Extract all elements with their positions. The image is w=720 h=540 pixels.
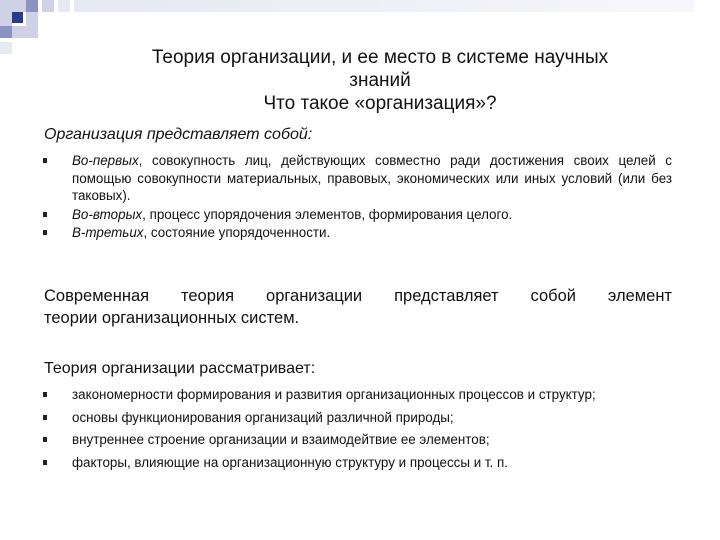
definition-text: , состояние упорядоченности. [143,225,331,240]
corner-decoration [0,0,720,40]
topics-heading: Теория организации рассматривает: [44,360,316,377]
paragraph-line-2: теории организационных систем. [44,309,300,327]
topic-text: факторы, влияющие на организационную структуру и процессы и т. п. [72,454,508,470]
title-line-1: Теория организации, и ее место в системе научных [151,47,609,68]
bullet-icon [43,392,47,397]
definition-list [40,152,672,243]
title-line-3: Что такое «организация»? [263,93,497,114]
bullet-icon [43,158,47,163]
definition-lead: Во-вторых [72,206,143,222]
topics-list [40,386,672,476]
list-item [40,224,672,242]
theory-paragraph [44,285,672,329]
slide-title [60,46,700,115]
list-item [40,152,672,205]
definition-text: , процесс упорядочения элементов, формирования целого. [142,206,513,222]
bullet-icon [43,230,47,235]
list-item [40,206,672,224]
list-item [40,431,672,449]
bullet-icon [43,437,47,442]
topic-text: закономерности формирования и развития организационных процессов и структур; [72,387,596,402]
bullet-icon [43,212,47,217]
list-item [40,409,672,427]
list-item [40,454,672,472]
topic-text: основы функционирования организаций различной природы; [72,409,454,425]
definition-text: , совокупность лиц, действующих совместно ради достижения своих целей с помощью совокупности материальных, правовых, экономических или иных условий (или без таковых). [72,153,672,203]
bullet-icon [43,460,47,465]
definition-lead: Во-первых [72,153,139,168]
topic-text: внутреннее строение организации и взаимодейтвие ее элементов; [72,432,490,447]
bullet-icon [43,415,47,420]
definition-lead: В-третьих [72,225,144,240]
paragraph-line-1: Современная теория организации представляет собой элемент [44,287,672,305]
title-line-2: знаний [349,70,411,91]
list-item [40,386,672,404]
definition-intro: Организация представляет собой: [44,126,313,143]
